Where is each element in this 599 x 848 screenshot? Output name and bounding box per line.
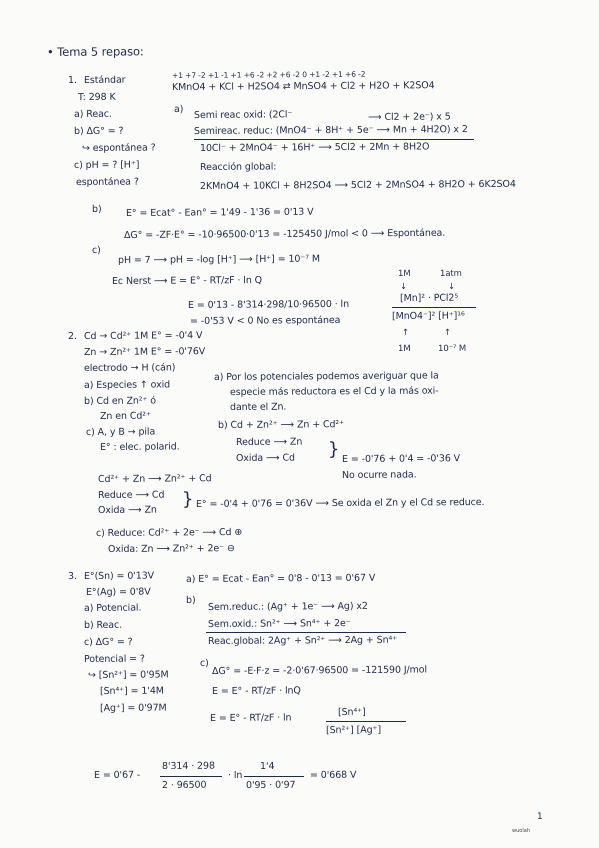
s1-c-q-denominator: [MnO4⁻]² [H⁺]¹⁶	[391, 310, 465, 322]
up-arrow: ↑	[401, 327, 410, 338]
s3-ag-potential: E°(Ag) = 0'8V	[85, 586, 151, 598]
s1-c-q-numerator: [Mn]² · PCl2⁵	[399, 292, 459, 304]
s3-question-b: b) Reac.	[83, 619, 123, 631]
s1-a-oxidation-products: ⟶ Cl2 + 2e⁻) x 5	[367, 111, 451, 123]
watermark-tag: wuolah	[512, 828, 530, 834]
s3-c-label: c)	[199, 657, 209, 669]
up-arrow: ↑	[443, 327, 452, 338]
s1-b-gibbs: ΔG° = -ZF·E° = -10·96500·0'13 = -125450 J/mol < 0 ⟶ Espontánea.	[123, 227, 446, 241]
s2-answer-c1: Cd²⁺ + Zn ⟶ Zn²⁺ + Cd	[97, 473, 212, 485]
s1-reaction: KMnO4 + KCl + H2SO4 ⇄ MnSO4 + Cl2 + H2O + K2SO4	[171, 80, 435, 93]
s3-final-zf: 2 · 96500	[161, 779, 207, 791]
s1-a-global-label: Reacción global:	[199, 161, 277, 173]
curly-brace: }	[181, 488, 194, 510]
s2-number: 2.	[67, 330, 77, 342]
s2-question-c2: E° : elec. polarid.	[99, 441, 180, 453]
s1-b-label: b)	[91, 203, 102, 215]
s1-c-nernst-applied: E = 0'13 - 8'314·298/10·96500 · ln	[187, 298, 350, 311]
fraction-line	[392, 307, 476, 308]
s1-question-b: b) ΔG° = ?	[73, 125, 124, 137]
s2-question-a: a) Especies ↑ oxid	[83, 379, 171, 391]
s1-c-nernst: Ec Nerst ⟶ E = E° - RT/zF · ln Q	[111, 274, 263, 287]
s3-b-reduction: Sem.reduc.: (Ag⁺ + 1e⁻ ⟶ Ag) x2	[207, 600, 368, 613]
s3-c-q-numerator: [Sn⁴⁺]	[337, 706, 366, 718]
s1-temperature: T: 298 K	[77, 91, 116, 103]
s1-a-oxidation: Semi reac oxid: (2Cl⁻	[193, 109, 293, 121]
s3-c-nernst-applied: E = E° - RT/zF · ln	[209, 712, 292, 724]
page-number: 1	[536, 811, 543, 822]
s3-final-q-denominator: 0'95 · 0'97	[245, 779, 296, 791]
s1-question-c2: espontánea ?	[75, 176, 139, 188]
s1-c-label: c)	[91, 244, 101, 256]
s1-a-reduction: Semireac. reduc: (MnO4⁻ + 8H⁺ + 5e⁻ ⟶ Mn + 4H2O) x 2	[193, 124, 468, 137]
s2-answer-b2: Reduce ⟶ Zn	[235, 436, 303, 448]
s2-question-b: b) Cd en Zn²⁺ ó	[83, 395, 157, 407]
s2-question-c: c) A, y B → pila	[85, 426, 156, 438]
s1-question-b2: ↪ espontánea ?	[81, 142, 156, 154]
s2-answer-a2: especie más reductora es el Cd y la más oxi-	[229, 385, 439, 398]
s1-c-result: = -0'53 V < 0 No es espontánea	[189, 314, 341, 327]
s2-answer-b1: b) Cd + Zn²⁺ ⟶ Zn + Cd²⁺	[217, 419, 345, 431]
s3-number: 3.	[67, 570, 77, 582]
s3-final-rt: 8'314 · 298	[161, 760, 215, 772]
s3-question-a: a) Potencial.	[83, 602, 142, 614]
s1-c-10-7m: 10⁻⁷ M	[437, 343, 467, 354]
s1-a-ionic-equation: 10Cl⁻ + 2MnO4⁻ + 16H⁺ ⟶ 5Cl2 + 2Mn + 8H2O	[199, 141, 430, 154]
s2-answer-a3: dante el Zn.	[229, 401, 287, 413]
s2-answer-b4: E = -0'76 + 0'4 = -0'36 V	[341, 453, 461, 465]
s3-b-oxidation: Sem.oxid.: Sn²⁺ ⟶ Sn⁴⁺ + 2e⁻	[207, 618, 351, 630]
s3-question-c2: Potencial = ?	[83, 653, 145, 665]
s2-electrode: electrodo → H (cán)	[83, 362, 176, 374]
down-arrow: ↓	[399, 281, 408, 292]
s3-sn-potential: E°(Sn) = 0'13V	[83, 570, 155, 582]
s3-question-c: c) ΔG° = ?	[83, 636, 133, 648]
page-title: • Tema 5 repaso:	[46, 44, 144, 59]
s3-c-gibbs: ΔG° = -E·F·z = -2·0'67·96500 = -121590 J/mol	[211, 664, 428, 677]
s1-a-global-equation: 2KMnO4 + 10KCl + 8H2SO4 ⟶ 5Cl2 + 2MnSO4 + 8H2O + 6K2SO4	[199, 178, 516, 192]
s1-c-1atm: 1atm	[439, 268, 462, 279]
s3-b-label: b)	[185, 594, 196, 606]
sum-line	[206, 632, 406, 633]
s3-final-prefix: E = 0'67 -	[93, 769, 141, 781]
s3-b-global: Reac.global: 2Ag⁺ + Sn²⁺ ⟶ 2Ag + Sn⁴⁺	[207, 634, 398, 647]
down-arrow: ↓	[447, 281, 456, 292]
s2-zn-potential: Zn → Zn²⁺ 1M E° = -0'76V	[83, 346, 206, 358]
s3-sn2-concentration: ↪ [Sn²⁺] = 0'95M	[87, 669, 169, 681]
s2-answer-b3: Oxida ⟶ Cd	[235, 452, 295, 464]
fraction-line	[326, 721, 406, 722]
s2-answer-c2: Reduce ⟶ Cd	[97, 489, 165, 501]
s3-ag-concentration: [Ag⁺] = 0'97M	[99, 702, 167, 714]
s2-answer-c4: E° = -0'4 + 0'76 = 0'36V ⟶ Se oxida el Zn y el Cd se reduce.	[195, 496, 485, 510]
fraction-line	[244, 776, 304, 777]
s1-c-ph: pH = 7 ⟶ pH = -log [H⁺] ⟶ [H⁺] = 10⁻⁷ M	[117, 253, 321, 266]
s3-c-nernst: E = E° - RT/zF · lnQ	[211, 685, 301, 697]
curly-brace: }	[327, 438, 340, 460]
s1-a-label: a)	[173, 103, 184, 115]
s1-c-1m-bottom: 1M	[397, 343, 411, 354]
s3-final-q-numerator: 1'4	[259, 760, 275, 772]
s2-answer-c5: c) Reduce: Cd²⁺ + 2e⁻ ⟶ Cd ⊕	[95, 526, 243, 539]
s3-sn4-concentration: [Sn⁴⁺] = 1'4M	[99, 685, 164, 697]
s1-question-c: c) pH = ? [H⁺]	[73, 159, 140, 171]
s3-c-q-denominator: [Sn²⁺] [Ag⁺]	[325, 724, 382, 736]
s2-answer-c6: Oxida: Zn ⟶ Zn²⁺ + 2e⁻ ⊖	[107, 543, 235, 555]
s1-number: 1.	[67, 74, 77, 86]
s3-final-ln: · ln	[227, 769, 243, 781]
s2-question-b2: Zn en Cd²⁺	[99, 410, 151, 422]
s3-answer-a: a) E° = Ecat - Ean° = 0'8 - 0'13 = 0'67 V	[185, 572, 376, 585]
s2-cd-potential: Cd → Cd²⁺ 1M E° = -0'4 V	[83, 330, 203, 342]
s2-answer-b5: No ocurre nada.	[341, 469, 417, 481]
s1-oxidation-numbers: +1 +7 -2 +1 -1 +1 +6 -2 +2 +6 -2 0 +1 -2 +1 +6 -2	[171, 69, 366, 80]
s1-standard: Estándar	[83, 74, 126, 86]
s1-c-1m: 1M	[397, 268, 411, 279]
fraction-line	[160, 776, 222, 777]
s1-b-potential: E° = Ecat° - Ean° = 1'49 - 1'36 = 0'13 V	[125, 206, 314, 219]
sum-line	[194, 139, 474, 140]
s3-final-result: = 0'668 V	[309, 769, 357, 781]
s2-answer-a1: a) Por los potenciales podemos averiguar que la	[213, 370, 439, 383]
s2-answer-c3: Oxida ⟶ Zn	[97, 504, 157, 516]
s1-question-a: a) Reac.	[73, 108, 112, 120]
